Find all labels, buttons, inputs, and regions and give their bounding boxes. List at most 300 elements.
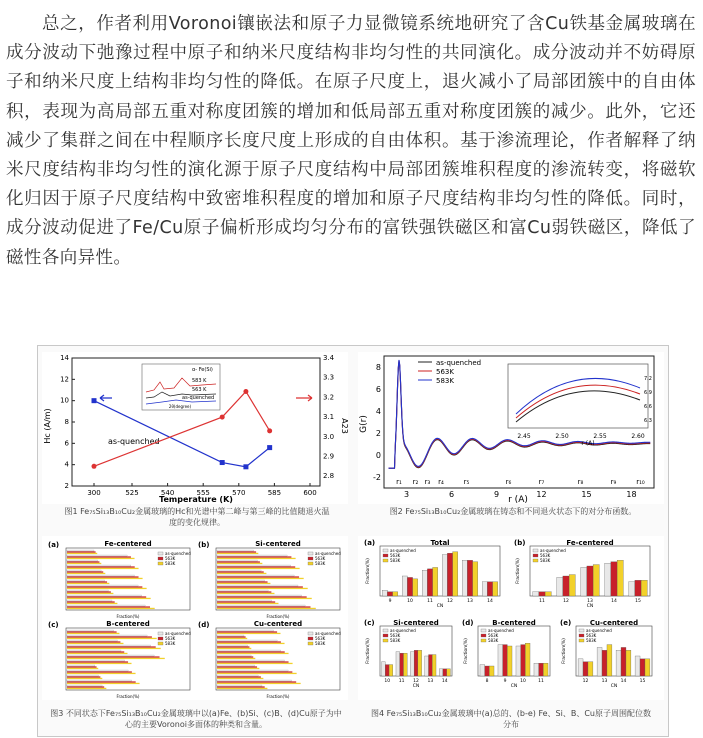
fig4-legend-swatch: [383, 549, 388, 552]
fig3-bar: [67, 605, 145, 606]
fig4-bar: [443, 669, 447, 676]
fig4-bar: [525, 643, 530, 676]
fig4-bar: [521, 645, 526, 676]
fig2-inset-xlabel: r (A): [581, 440, 595, 447]
fig4-bar: [539, 663, 544, 676]
fig2-leg-2: 563K: [436, 368, 454, 376]
fig2-xtick: 15: [581, 490, 592, 499]
fig4-xlabel: CN: [510, 684, 518, 689]
fig1-xtick-label: 570: [232, 489, 246, 497]
fig2-peak-label: r₃: [424, 478, 431, 486]
fig3-bar: [217, 603, 278, 604]
fig4-ylabel: Fraction(%): [516, 558, 521, 584]
fig3-bar: [217, 673, 297, 674]
fig3-bar: [67, 686, 104, 687]
fig2-inset-xtick: 2.55: [593, 433, 607, 440]
fig4-xtick: 11: [427, 599, 433, 604]
fig2-ytick: -2: [373, 473, 381, 482]
fig2-inset-xtick: 2.45: [517, 433, 531, 440]
fig4-xlabel: CN: [436, 604, 444, 609]
fig2-inset-ytick: 7.2: [644, 376, 652, 382]
fig3-bar: [67, 585, 138, 586]
fig3-bar: [217, 550, 254, 551]
fig3-bar: [217, 658, 255, 659]
fig3-bar: [217, 646, 249, 647]
fig4-bar: [396, 652, 400, 676]
fig3-bar: [217, 591, 271, 592]
fig4-xtick: 9: [388, 599, 392, 604]
fig4-panel-tag: (e): [560, 619, 572, 627]
fig3-bar: [217, 650, 281, 651]
fig4-xtick: 14: [620, 679, 627, 684]
fig4-xtick: 12: [582, 679, 589, 684]
fig4-bar: [597, 647, 602, 676]
fig4-xlabel: CN: [412, 684, 420, 689]
fig3-bar: [67, 676, 100, 677]
fig4-bar: [432, 655, 436, 676]
fig3-legend-swatch: [308, 552, 313, 555]
fig3-bar: [217, 581, 268, 582]
fig4-bar: [581, 567, 587, 596]
fig3-bar: [67, 661, 128, 662]
fig1-ytick-left: 8: [64, 418, 69, 426]
fig3-bar: [67, 576, 139, 577]
fig3-legend-label: 583K: [165, 641, 176, 646]
fig4-bar: [382, 662, 386, 676]
fig3-bar: [67, 595, 142, 596]
fig3-panel-tag: (c): [48, 621, 59, 629]
fig4-bar: [418, 650, 422, 676]
fig4-legend-swatch: [481, 639, 486, 642]
fig4-bar: [533, 592, 539, 596]
fig4-legend-label: 583K: [540, 558, 551, 563]
fig1-ytick-right: 3.4: [323, 354, 335, 362]
fig3-bar: [217, 551, 256, 552]
fig3-bar: [67, 671, 132, 672]
fig3-bar: [67, 565, 131, 566]
fig3-bar: [67, 561, 99, 562]
fig1-xtick-label: 540: [160, 489, 175, 497]
fig3-bar: [217, 555, 287, 556]
fig3-bar: [217, 608, 316, 609]
fig2-xtick: 9: [493, 490, 500, 499]
fig1-inset-leg4: as-quenched: [182, 395, 215, 401]
fig2-inset-xtick: 2.60: [631, 433, 645, 440]
fig2-peak-label: r₆: [505, 478, 512, 486]
fig3-bar: [217, 605, 305, 606]
fig4-bar: [389, 665, 393, 676]
fig3-bar: [67, 666, 97, 667]
fig4-legend-swatch: [579, 629, 584, 632]
fig4-bar: [447, 669, 451, 676]
fig4-bar: [462, 560, 467, 596]
fig3-legend-label: as-quenched: [315, 551, 341, 556]
fig4-xtick: 12: [413, 679, 419, 684]
fig3-bar: [67, 593, 113, 594]
fig3-bar: [67, 575, 135, 576]
fig4-legend-swatch: [481, 634, 486, 637]
fig4-bar: [640, 659, 645, 676]
fig4-bar: [557, 577, 563, 596]
fig3-bar: [217, 631, 277, 632]
fig4-bar: [482, 582, 487, 596]
fig3-bar: [67, 591, 111, 592]
fig3-bar: [67, 570, 101, 571]
fig3-legend-label: 563K: [315, 556, 326, 561]
fig3-bar: [217, 580, 265, 581]
fig4-bar: [414, 650, 418, 676]
fig3-xlabel: Fraction(%): [116, 694, 140, 699]
fig4-xtick: 12: [447, 599, 453, 604]
fig2-ylabel: G(r): [359, 415, 369, 433]
fig3-bar: [67, 606, 150, 607]
fig3-bar: [217, 668, 259, 669]
fig4-bar: [607, 645, 612, 676]
fig3-bar: [67, 598, 151, 599]
fig3-bar: [217, 578, 304, 579]
fig4-xtick: 10: [407, 599, 413, 604]
fig4-xtick: 11: [398, 679, 405, 684]
fig1-ytick-right: 3.0: [323, 432, 335, 441]
fig3-bar: [217, 638, 247, 639]
fig4-bar: [543, 663, 548, 676]
fig3-bar: [217, 563, 262, 564]
fig4-panel: [560, 619, 652, 689]
fig3-bar: [217, 601, 275, 602]
fig3-bar: [217, 656, 253, 657]
fig1-point-a23: [267, 428, 272, 433]
fig3-bar: [67, 581, 107, 582]
fig3-bar: [217, 670, 288, 671]
fig4-legend-swatch: [533, 559, 538, 562]
fig3-bar: [67, 665, 95, 666]
fig4-legend-swatch: [533, 549, 538, 552]
fig2-xtick: 3: [403, 490, 410, 499]
fig1-caption-text: 图1 Fe₇₅Si₁₃B₁₀Cu₂金属玻璃的Hc和光谱中第二峰与第三峰的比值随退火温度的变化规律。: [64, 507, 330, 527]
fig4-legend-label: as-quenched: [488, 628, 514, 633]
fig3-bar: [67, 590, 108, 591]
fig4-bar: [387, 592, 392, 596]
fig1-ytick-left: 2: [64, 482, 69, 490]
fig2-peak-label: r₇: [538, 478, 545, 486]
fig3-bar: [67, 566, 135, 567]
fig4-legend-label: as-quenched: [390, 548, 416, 553]
fig3-bar: [67, 646, 156, 647]
fig2-peak-label: r₄: [438, 478, 444, 486]
fig3-bar: [217, 586, 303, 587]
fig4-bar: [453, 552, 458, 596]
fig3-bar: [217, 635, 244, 636]
figure-2: [358, 352, 664, 504]
fig3-panel: [198, 620, 341, 699]
fig4-bar: [447, 553, 452, 596]
fig3-bar: [217, 630, 274, 631]
fig2-xtick: 12: [536, 490, 547, 499]
fig4-bar: [545, 592, 551, 596]
fig4-legend-label: 563K: [488, 633, 499, 638]
fig1-ytick-right: 3.1: [323, 413, 335, 422]
fig3-legend-swatch: [158, 552, 163, 555]
fig4-legend-label: 583K: [390, 558, 401, 563]
fig3-bar: [217, 596, 307, 597]
fig3-bar: [67, 608, 155, 609]
fig3-bar: [67, 648, 161, 649]
fig4-bar: [413, 579, 418, 596]
fig3-legend-swatch: [158, 562, 163, 565]
fig2-inset-ytick: 6.9: [644, 390, 652, 396]
fig3-bar: [217, 553, 258, 554]
fig4-bar: [507, 646, 512, 676]
fig4-bar: [429, 655, 433, 676]
fig3-bar: [67, 573, 105, 574]
fig3-bar: [67, 556, 131, 557]
fig1-inset-leg2: 583 K: [192, 378, 207, 384]
fig2-peak-label: r₅: [463, 478, 470, 486]
fig4-bar: [539, 592, 545, 596]
fig1-xtick-label: 600: [303, 489, 317, 497]
fig3-bar: [217, 636, 246, 637]
fig3-bar: [67, 555, 127, 556]
fig3-panel-tag: (b): [198, 541, 210, 549]
fig3-bar: [217, 598, 312, 599]
fig3-bar: [67, 551, 96, 552]
fig1-ytick-left: 14: [60, 354, 69, 362]
fig3-bar: [217, 565, 291, 566]
fig1-series-hc: [94, 401, 270, 467]
fig2-ytick: 6: [375, 385, 381, 394]
fig3-bar: [67, 636, 152, 637]
fig3-bar: [67, 578, 143, 579]
fig3-bar: [217, 660, 285, 661]
fig1-point-hc: [243, 464, 248, 469]
fig4-bar: [480, 665, 485, 676]
fig3-bar: [217, 671, 292, 672]
fig4-bar: [605, 563, 611, 596]
fig4-ylabel: Fraction(%): [562, 638, 567, 664]
fig3-bar: [217, 683, 301, 684]
fig1-point-hc: [267, 445, 272, 450]
fig1-point-hc: [220, 460, 225, 465]
fig3-bar: [67, 688, 106, 689]
fig4-bar: [410, 652, 414, 676]
fig3-legend-label: 563K: [165, 556, 176, 561]
fig2-inset-xtick: 2.50: [555, 433, 569, 440]
fig2-ytick: 8: [375, 363, 381, 372]
fig4-legend-label: 583K: [390, 638, 401, 643]
fig3-xlabel: Fraction(%): [266, 614, 290, 619]
fig1-ytick-right: 3.3: [323, 373, 335, 382]
fig3-legend-swatch: [158, 557, 163, 560]
fig3-bar: [217, 661, 289, 662]
fig3-legend-label: 563K: [315, 636, 326, 641]
fig2-ytick: 4: [375, 407, 381, 416]
fig4-bar: [583, 662, 588, 676]
fig3-bar: [217, 595, 302, 596]
fig4-panel-tag: (b): [514, 539, 526, 547]
fig3-bar: [67, 586, 142, 587]
fig3-bar: [67, 631, 117, 632]
fig3-bar: [67, 600, 112, 601]
fig1-inset-leg1: α- Fe(Si): [192, 367, 213, 373]
fig4-panel-title: Cu-centered: [589, 619, 639, 627]
fig3-bar: [67, 655, 154, 656]
fig3-panel-title: Fe-centered: [104, 540, 152, 548]
fig1-ytick-left: 6: [64, 439, 69, 448]
fig2-ytick: 0: [375, 451, 381, 460]
fig4-panel-tag: (c): [364, 619, 375, 627]
fig4-bar: [385, 665, 389, 676]
fig4-legend-swatch: [383, 639, 388, 642]
fig1-inset-leg3: 563 K: [192, 387, 207, 393]
fig4-panel: [514, 539, 650, 609]
fig4-xlabel: CN: [586, 604, 594, 609]
fig3-panel: [198, 540, 341, 619]
fig3-panel-title: B-centered: [106, 620, 150, 628]
fig3-bar: [67, 656, 160, 657]
fig4-bar: [629, 582, 635, 596]
fig3-bar: [67, 563, 101, 564]
fig3-bar: [217, 680, 292, 681]
fig4-xtick: 10: [520, 679, 526, 684]
fig3-legend-label: 583K: [165, 561, 176, 566]
fig1-point-a23: [92, 464, 97, 469]
fig3-bar: [67, 571, 103, 572]
fig3-bar: [217, 643, 285, 644]
fig3-bar: [67, 596, 146, 597]
fig3-bar: [67, 560, 98, 561]
fig4-panel: [462, 619, 550, 689]
fig4-legend-swatch: [383, 629, 388, 632]
fig3-bar: [217, 665, 255, 666]
fig4-bar: [616, 650, 621, 676]
fig3-bar: [217, 681, 296, 682]
fig3-bar: [217, 576, 299, 577]
fig1-ylabel-right: A23: [340, 418, 349, 434]
fig1-ytick-left: 4: [64, 460, 69, 469]
fig3-bar: [217, 688, 267, 689]
fig3-bar: [67, 588, 147, 589]
fig3-bar: [67, 580, 105, 581]
fig4-panel-tag: (a): [364, 539, 376, 547]
fig1-ytick-right: 2.9: [323, 452, 335, 461]
fig4-bar: [439, 669, 443, 676]
fig4-bar: [645, 659, 650, 676]
fig1-xlabel: Temperature (K): [159, 495, 233, 504]
fig3-bar: [217, 600, 272, 601]
fig4-xtick: 15: [635, 599, 641, 604]
fig3-bar: [67, 603, 117, 604]
fig3-legend-swatch: [308, 632, 313, 635]
fig3-bar: [217, 593, 274, 594]
fig4-panel-title: Total: [430, 539, 450, 547]
fig3-bar: [67, 635, 147, 636]
fig2-caption: 图2 Fe₇₅Si₁₃B₁₀Cu₂金属玻璃在铸态和不同退火状态下的对分布函数。: [389, 507, 637, 516]
fig1-point-a23: [243, 389, 248, 394]
fig4-legend-label: 583K: [488, 638, 499, 643]
fig4-panel: [364, 539, 500, 609]
fig1-ylabel-left: Hc (A/m): [43, 408, 52, 444]
fig3-legend-swatch: [308, 642, 313, 645]
fig3-legend-label: 583K: [315, 641, 326, 646]
fig2-leg-3: 583K: [436, 377, 454, 385]
fig4-bar: [563, 576, 569, 596]
fig4-legend-swatch: [383, 634, 388, 637]
fig3-xlabel: Fraction(%): [266, 694, 290, 699]
fig4-bar: [578, 659, 583, 676]
fig1-xtick-label: 555: [196, 489, 210, 497]
fig1-xtick-label: 300: [87, 489, 101, 497]
fig1-arrow-left: [100, 395, 112, 401]
fig4-xtick: 13: [601, 679, 608, 684]
fig4-caption: 图4 Fe₇₅Si₁₃B₁₀Cu₂金属玻璃中(a)总的、(b-e) Fe、Si、B、Cu原子周围配位数分布: [371, 709, 651, 729]
fig2-inset-ytick: 6.3: [644, 418, 652, 424]
fig3-bar: [67, 683, 140, 684]
fig3-panel: [48, 540, 191, 619]
fig3-bar: [217, 585, 298, 586]
fig3-chart: [42, 536, 348, 700]
fig3-bar: [217, 558, 296, 559]
fig3-bar: [217, 685, 262, 686]
fig3-bar: [217, 575, 294, 576]
fig2-peak-label: r₈: [577, 478, 584, 486]
fig4-xtick: 15: [639, 679, 646, 684]
fig2-inset-ytick: 6.6: [644, 404, 652, 410]
fig3-bar: [217, 663, 293, 664]
fig1-point-hc: [92, 398, 97, 403]
fig3-bar: [217, 633, 281, 634]
fig3-legend-swatch: [158, 632, 163, 635]
fig3-panel-tag: (a): [48, 541, 60, 549]
fig4-bar: [442, 555, 447, 596]
fig3-bar: [67, 638, 157, 639]
fig4-bar: [516, 646, 521, 676]
fig1-ytick-left: 10: [60, 396, 69, 405]
fig4-legend-swatch: [481, 629, 486, 632]
fig4-legend-swatch: [579, 639, 584, 642]
fig3-bar: [217, 675, 258, 676]
fig1-inset-xlabel: 2θ(degree): [168, 404, 192, 409]
fig4-legend-label: 583K: [586, 638, 597, 643]
fig4-legend-label: as-quenched: [390, 628, 416, 633]
fig1-ytick-right: 3.2: [323, 393, 335, 402]
fig4-bar: [467, 560, 472, 596]
fig3-bar: [217, 648, 251, 649]
fig3-bar: [67, 640, 117, 641]
fig4-legend-label: as-quenched: [586, 628, 612, 633]
summary-paragraph: [6, 10, 696, 273]
summary-text: 总之，作者利用Voronoi镶嵌法和原子力显微镜系统地研究了含Cu铁基金属玻璃在成分波动下弛豫过程中原子和纳米尺度结构非均匀性的共同演化。成分波动并不妨碍原子和纳米尺度上结构非均匀性的降低。在原子尺度上，退火减小了局部团簇中的自由体积，表现为高局部五重对称度团簇的增加和低局部五重对称度团簇的减少。此外，它还减少了集群之间在中程顺序长度尺度上形成的自由体积。基于渗流理论，作者解释了纳米尺度结构非均匀性的演化源于原子尺度结构中局部团簇堆积程度的渗流转变，将磁软化归因于原子尺度结构中致密堆积程度的增加和原子尺度结构非均匀性的降低。同时，成分波动促进了Fe/Cu原子偏析形成均匀分布的富铁强铁磁区和富Cu弱铁磁区，降低了磁性各向异性。: [6, 14, 696, 268]
fig4-xtick: 10: [384, 679, 391, 684]
fig3-bar: [217, 606, 310, 607]
fig3-bar: [67, 633, 119, 634]
fig3-bar: [217, 568, 300, 569]
fig3-bar: [217, 686, 265, 687]
fig1-point-a23: [220, 415, 225, 420]
fig4-xtick: 13: [427, 679, 434, 684]
fig4-bar: [489, 666, 494, 676]
fig4-legend-label: 563K: [586, 633, 597, 638]
figure-3: [42, 536, 348, 700]
fig1-chart: [42, 352, 348, 504]
fig3-legend-label: 563K: [165, 636, 176, 641]
fig3-bar: [67, 630, 114, 631]
fig3-bar: [67, 668, 98, 669]
fig1-xtick-label: 585: [267, 489, 282, 497]
fig4-bar: [382, 590, 387, 596]
fig4-bar: [487, 582, 492, 596]
fig3-bar: [67, 568, 139, 569]
fig4-bar: [433, 567, 438, 596]
